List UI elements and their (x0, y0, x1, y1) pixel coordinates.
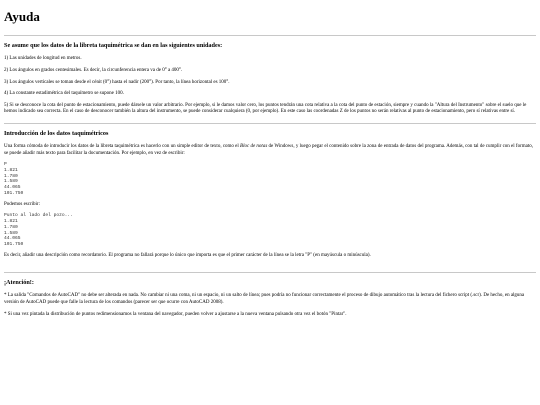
input-heading: Introducción de los datos taquimétricos (4, 130, 109, 138)
units-item-4: 4) La constante estadimétrica del taquímetro se supone 100. (4, 91, 124, 97)
input-closing: Es decir, añadir una descripción como recordatorio. El programa no fallará porque lo único que importa es que el primer carácter de la línea se la letra "P" (en mayúscula o minúscula). (4, 252, 371, 258)
intro-text: de Windows, y luego pegar el contenido sobre la zona de entrada de datos del programa. Además, con tal de cumplir con el formato, se puede añadir más texto para facilitar la documentación. Por ejemplo, en vez de escribir: (4, 144, 533, 156)
attention-heading: ¡Atención!: (4, 279, 34, 287)
divider (4, 123, 536, 124)
code-example-2: Punto al lado del pozo... 1.821 1.780 1.589 44.065 101.750 (4, 213, 73, 247)
divider (4, 35, 536, 36)
code-example-1: P 1.821 1.780 1.589 44.065 101.750 (4, 162, 24, 196)
podemos-text: Podemos escribir: (4, 201, 40, 207)
input-intro (4, 144, 536, 157)
units-item-2: 2) Los ángulos en grados centesimales. Es decir, la circunferencia entera va de 0° a 400°. (4, 67, 183, 73)
intro-text: Una forma cómoda de introducir los datos de la libreta taquimétrica es hacerlo con un simple editor de texto, como el (4, 144, 241, 150)
units-item-1: 1) Las unidades de longitud en metros. (4, 56, 82, 61)
attention-note-1: * La salida "Comandos de AutoCAD" no debe ser alterada en nada. No cambiar ni una coma, ni un espacio, ni un salto de línea; pues podría no funcionar correctamente el proceso de dibujo automático tras la lectura del fichero script (.scr). De hecho, en alguna versión de AutoCAD puede que falle la lectura de los comandos (parecer ser que ocurre con AutoCAD 2008). (4, 293, 525, 305)
bloc-de-notas: Bloc de notas (240, 144, 268, 150)
units-heading: Se asume que los datos de la libreta taquimétrica se dan en las siguientes unidades: (4, 42, 223, 49)
divider (4, 272, 536, 273)
units-item-3: 3) Los ángulos verticales se toman desde el cénit (0°) hasta el nadir (200°). Por tanto, la línea horizontal es 100°. (4, 79, 230, 85)
page-title: Ayuda (4, 9, 40, 24)
attention-note-2: * Si una vez pintada la distribución de puntos redimensionamos la ventana del navegador, pueden volver a ajustarse a la nueva ventana pulsando otra vez el botón "Pintar". (4, 311, 347, 317)
units-item-5: 5) Si se desconoce la cota del punto de estacionamiento, puede dársele un valor arbitrario. Por ejemplo, si le damos valor cero, los puntos tendrán una cota relativa a la cota del punto de estación, siempre y cuando la "Altura del Instrumento" sobre el suelo que le hemos indicado sea correcta. En el caso de desconocer también la altura del instrumento, se puede considerar cualquiera (0, por ejemplo). En este caso las coordenadas Z de los puntos no serán relativas al punto de estacionamiento, pero sí relativas entre sí. (4, 103, 527, 115)
